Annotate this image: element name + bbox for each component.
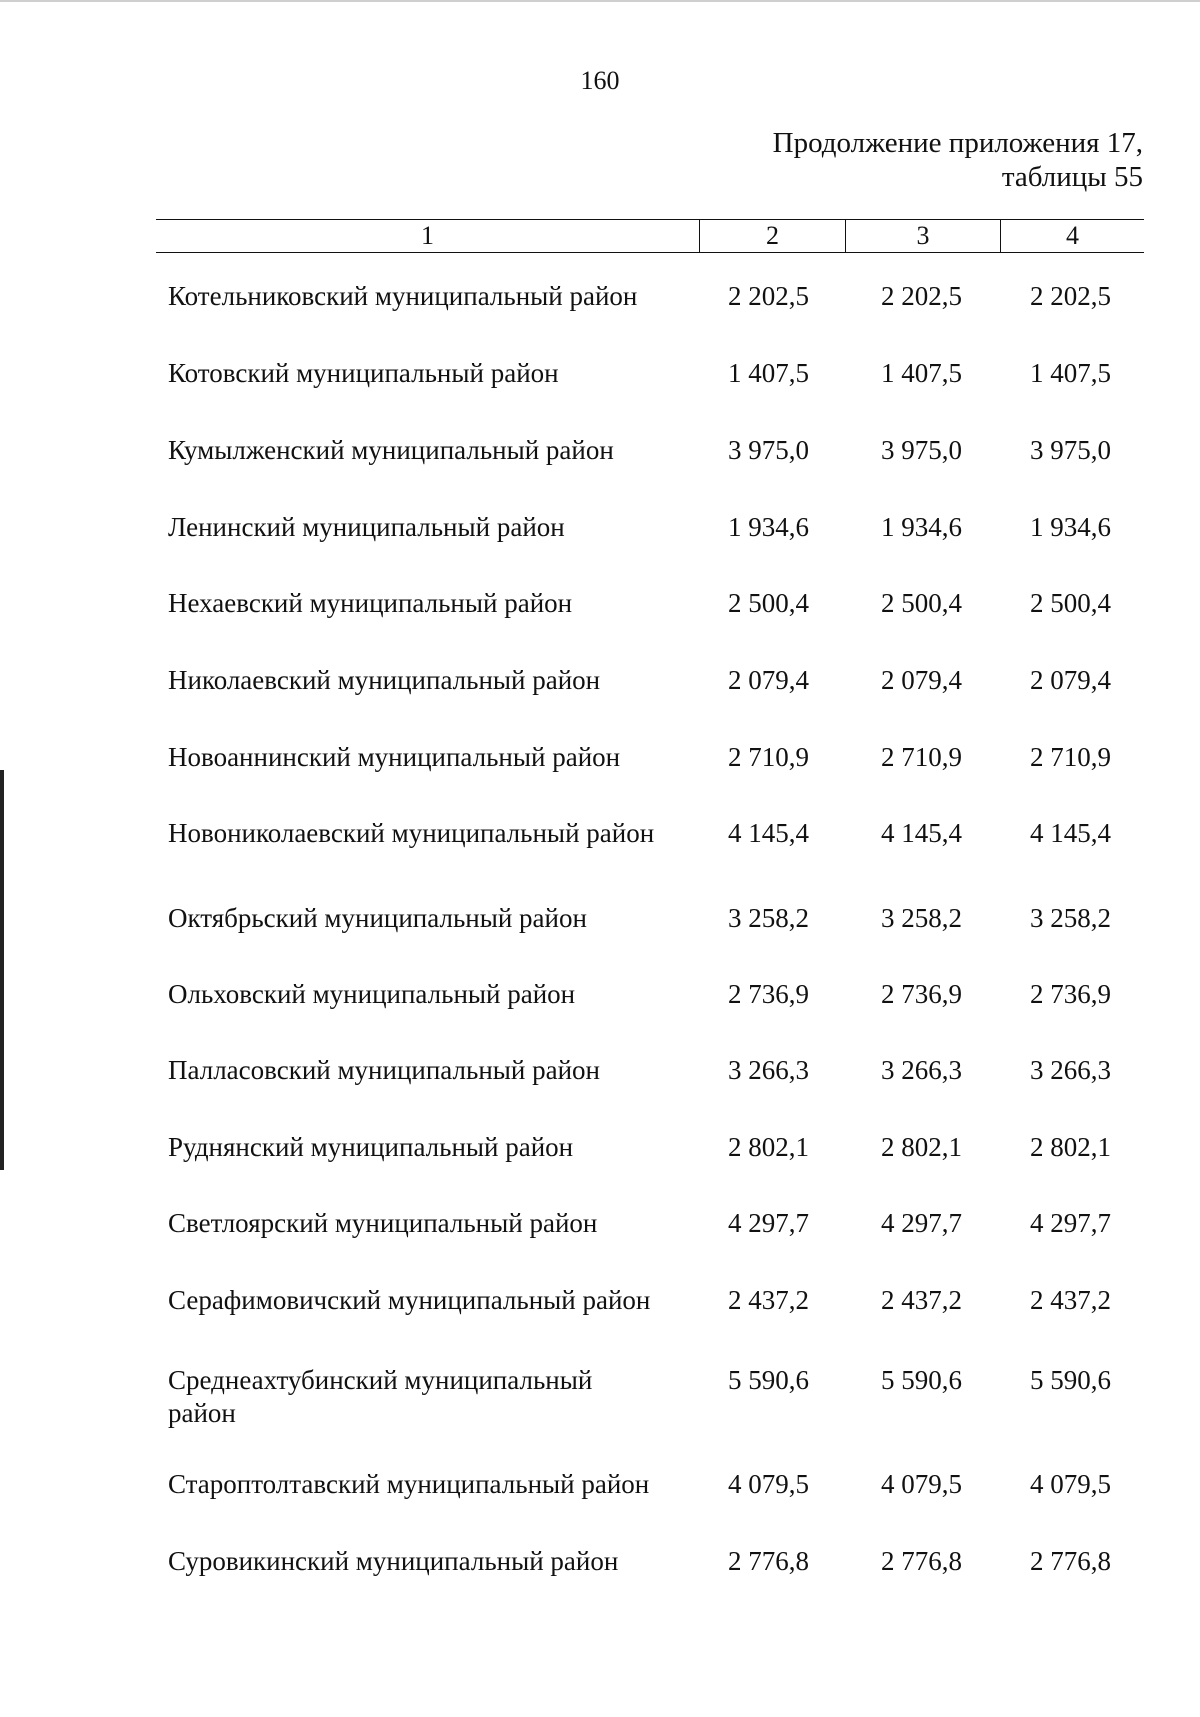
value-col-2: 1 934,6 — [728, 512, 809, 542]
value-col-2: 2 202,5 — [728, 281, 809, 311]
value-col-3: 2 202,5 — [881, 281, 962, 311]
district-name: Котельниковский муниципальный район — [168, 281, 638, 311]
value-col-4: 2 437,2 — [1030, 1285, 1111, 1315]
value-col-3: 5 590,6 — [881, 1365, 962, 1395]
value-col-3: 2 776,8 — [881, 1546, 962, 1576]
value-col-3: 3 258,2 — [881, 903, 962, 933]
district-name: Ленинский муниципальный район — [168, 512, 565, 542]
district-name: Руднянский муниципальный район — [168, 1132, 574, 1162]
district-name: Среднеахтубинский муниципальный район — [168, 1365, 593, 1428]
value-col-2: 2 079,4 — [728, 665, 809, 695]
value-col-4: 2 079,4 — [1030, 665, 1111, 695]
district-name: Серафимовичский муниципальный район — [168, 1285, 651, 1315]
value-col-2: 4 145,4 — [728, 818, 809, 848]
column-header-1: 1 — [156, 220, 700, 252]
value-col-3: 4 297,7 — [881, 1208, 962, 1238]
value-col-4: 2 802,1 — [1030, 1132, 1111, 1162]
value-col-4: 4 297,7 — [1030, 1208, 1111, 1238]
value-col-2: 2 710,9 — [728, 742, 809, 772]
district-name: Николаевский муниципальный район — [168, 665, 601, 695]
value-col-4: 2 736,9 — [1030, 979, 1111, 1009]
value-col-4: 4 145,4 — [1030, 818, 1111, 848]
value-col-3: 2 736,9 — [881, 979, 962, 1009]
district-name: Нехаевский муниципальный район — [168, 588, 573, 618]
value-col-3: 3 975,0 — [881, 435, 962, 465]
column-header-3: 3 — [846, 220, 1001, 252]
value-col-3: 4 145,4 — [881, 818, 962, 848]
table-header — [156, 219, 1144, 253]
value-col-4: 3 258,2 — [1030, 903, 1111, 933]
value-col-2: 2 776,8 — [728, 1546, 809, 1576]
value-col-2: 4 079,5 — [728, 1469, 809, 1499]
value-col-4: 3 266,3 — [1030, 1055, 1111, 1085]
value-col-2: 2 500,4 — [728, 588, 809, 618]
value-col-2: 2 736,9 — [728, 979, 809, 1009]
column-header-4: 4 — [1066, 221, 1079, 250]
value-col-2: 2 437,2 — [728, 1285, 809, 1315]
district-name: Новониколаевский муниципальный район — [168, 818, 655, 848]
column-header-2: 2 — [700, 220, 846, 252]
district-name: Палласовский муниципальный район — [168, 1055, 600, 1085]
value-col-2: 5 590,6 — [728, 1365, 809, 1395]
continuation-line-1: Продолжение приложения 17, — [772, 127, 1143, 159]
value-col-3: 2 437,2 — [881, 1285, 962, 1315]
value-col-4: 2 776,8 — [1030, 1546, 1111, 1576]
value-col-2: 3 975,0 — [728, 435, 809, 465]
district-name: Суровикинский муниципальный район — [168, 1546, 619, 1576]
value-col-2: 1 407,5 — [728, 358, 809, 388]
page-number: 160 — [580, 66, 620, 95]
district-name: Октябрьский муниципальный район — [168, 903, 587, 933]
district-name: Кумылженский муниципальный район — [168, 435, 614, 465]
value-col-3: 2 710,9 — [881, 742, 962, 772]
value-col-4: 2 202,5 — [1030, 281, 1111, 311]
value-col-4: 2 710,9 — [1030, 742, 1111, 772]
scan-border-left — [0, 770, 4, 1170]
value-col-3: 1 934,6 — [881, 512, 962, 542]
value-col-3: 3 266,3 — [881, 1055, 962, 1085]
value-col-2: 4 297,7 — [728, 1208, 809, 1238]
district-name: Светлоярский муниципальный район — [168, 1208, 598, 1238]
continuation-note — [773, 126, 1143, 194]
value-col-3: 2 079,4 — [881, 665, 962, 695]
value-col-4: 1 934,6 — [1030, 512, 1111, 542]
value-col-4: 5 590,6 — [1030, 1365, 1111, 1395]
value-col-3: 4 079,5 — [881, 1469, 962, 1499]
value-col-2: 3 266,3 — [728, 1055, 809, 1085]
value-col-4: 3 975,0 — [1030, 435, 1111, 465]
value-col-4: 4 079,5 — [1030, 1469, 1111, 1499]
district-name: Ольховский муниципальный район — [168, 979, 576, 1009]
district-name: Котовский муниципальный район — [168, 358, 559, 388]
value-col-3: 2 500,4 — [881, 588, 962, 618]
value-col-2: 2 802,1 — [728, 1132, 809, 1162]
value-col-4: 1 407,5 — [1030, 358, 1111, 388]
scan-border-top — [0, 0, 1200, 2]
value-col-3: 2 802,1 — [881, 1132, 962, 1162]
value-col-2: 3 258,2 — [728, 903, 809, 933]
value-col-3: 1 407,5 — [881, 358, 962, 388]
district-name: Староптолтавский муниципальный район — [168, 1469, 650, 1499]
value-col-4: 2 500,4 — [1030, 588, 1111, 618]
district-name: Новоаннинский муниципальный район — [168, 742, 621, 772]
continuation-line-2: таблицы 55 — [1001, 161, 1143, 193]
